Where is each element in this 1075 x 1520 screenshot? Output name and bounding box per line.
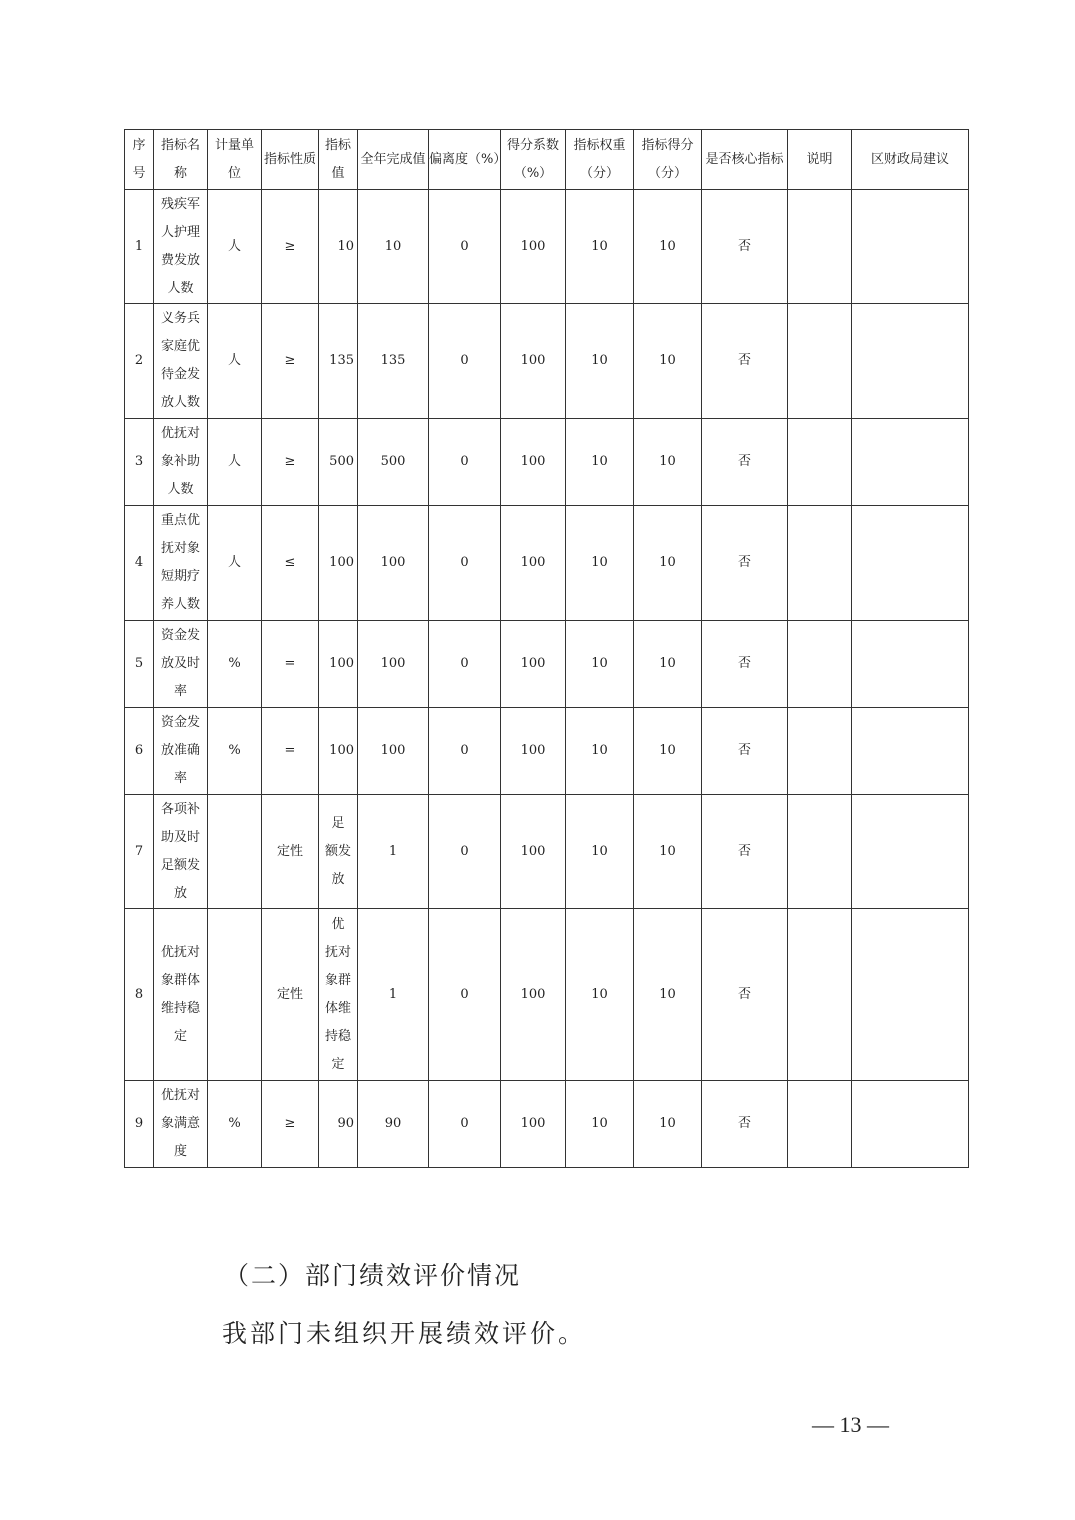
cell-advice [852,621,969,708]
cell-note [788,909,852,1081]
header-cell: 得分系数 （%） [501,130,566,190]
cell-nature: 定性 [262,795,319,909]
cell-completed: 135 [358,304,429,419]
cell-score: 10 [634,621,702,708]
header-cell: 偏离度（%） [429,130,501,190]
cell-value: 100 [319,621,358,708]
cell-no: 4 [125,506,154,621]
cell-nature: ≥ [262,1081,319,1168]
cell-no: 6 [125,708,154,795]
cell-coef: 100 [501,909,566,1081]
cell-completed: 10 [358,190,429,304]
cell-name: 残疾军 人护理 费发放 人数 [154,190,208,304]
cell-deviation: 0 [429,795,501,909]
cell-coef: 100 [501,419,566,506]
cell-name: 优抚对 象群体 维持稳 定 [154,909,208,1081]
cell-unit: 人 [208,506,262,621]
cell-score: 10 [634,506,702,621]
cell-name: 资金发 放及时 率 [154,621,208,708]
cell-weight: 10 [566,909,634,1081]
cell-score: 10 [634,419,702,506]
cell-completed: 100 [358,506,429,621]
table-row [125,708,969,795]
cell-value: 10 [319,190,358,304]
header-cell: 说明 [788,130,852,190]
header-cell: 指标名 称 [154,130,208,190]
table-row [125,795,969,909]
cell-unit: 人 [208,190,262,304]
cell-coef: 100 [501,1081,566,1168]
cell-no: 1 [125,190,154,304]
cell-deviation: 0 [429,1081,501,1168]
cell-nature: = [262,708,319,795]
cell-coef: 100 [501,304,566,419]
cell-note [788,795,852,909]
cell-coef: 100 [501,190,566,304]
cell-value: 135 [319,304,358,419]
cell-no: 3 [125,419,154,506]
cell-note [788,506,852,621]
cell-advice [852,419,969,506]
cell-unit: 人 [208,304,262,419]
cell-nature: ≤ [262,506,319,621]
cell-score: 10 [634,1081,702,1168]
cell-weight: 10 [566,1081,634,1168]
page-number: — 13 — [812,1412,889,1437]
cell-advice [852,304,969,419]
cell-weight: 10 [566,708,634,795]
cell-note [788,190,852,304]
cell-weight: 10 [566,190,634,304]
cell-value: 优 抚对 象群 体维 持稳 定 [319,909,358,1081]
cell-name: 优抚对 象补助 人数 [154,419,208,506]
cell-core: 否 [702,304,788,419]
cell-unit: 人 [208,419,262,506]
cell-note [788,304,852,419]
cell-completed: 100 [358,708,429,795]
cell-weight: 10 [566,506,634,621]
header-cell: 序 号 [125,130,154,190]
cell-unit: % [208,1081,262,1168]
cell-value: 100 [319,506,358,621]
cell-deviation: 0 [429,190,501,304]
cell-advice [852,795,969,909]
cell-name: 重点优 抚对象 短期疗 养人数 [154,506,208,621]
cell-deviation: 0 [429,304,501,419]
cell-core: 否 [702,419,788,506]
header-cell: 是否核心指标 [702,130,788,190]
table-row [125,506,969,621]
section-heading: （二）部门绩效评价情况 [224,1261,522,1290]
cell-completed: 1 [358,795,429,909]
section-paragraph: 我部门未组织开展绩效评价。 [222,1319,587,1348]
cell-nature: ≥ [262,419,319,506]
table-row [125,1081,969,1168]
cell-unit [208,795,262,909]
cell-unit: % [208,708,262,795]
cell-deviation: 0 [429,621,501,708]
cell-completed: 1 [358,909,429,1081]
cell-unit [208,909,262,1081]
cell-name: 各项补 助及时 足额发 放 [154,795,208,909]
cell-coef: 100 [501,795,566,909]
cell-no: 5 [125,621,154,708]
cell-value: 足 额发 放 [319,795,358,909]
cell-note [788,419,852,506]
cell-deviation: 0 [429,419,501,506]
indicator-table [124,129,969,1168]
cell-weight: 10 [566,419,634,506]
cell-completed: 90 [358,1081,429,1168]
cell-weight: 10 [566,304,634,419]
cell-score: 10 [634,909,702,1081]
cell-no: 2 [125,304,154,419]
cell-deviation: 0 [429,909,501,1081]
header-row [125,130,969,190]
header-cell: 指标得分 （分） [634,130,702,190]
cell-score: 10 [634,708,702,795]
cell-weight: 10 [566,795,634,909]
cell-no: 7 [125,795,154,909]
header-cell: 指标性质 [262,130,319,190]
cell-advice [852,708,969,795]
header-cell: 区财政局建议 [852,130,969,190]
cell-unit: % [208,621,262,708]
cell-note [788,1081,852,1168]
cell-nature: ≥ [262,304,319,419]
cell-no: 8 [125,909,154,1081]
cell-core: 否 [702,1081,788,1168]
header-cell: 全年完成值 [358,130,429,190]
cell-name: 优抚对 象满意 度 [154,1081,208,1168]
table-row [125,621,969,708]
cell-nature: = [262,621,319,708]
table-row [125,909,969,1081]
cell-core: 否 [702,909,788,1081]
cell-core: 否 [702,795,788,909]
cell-core: 否 [702,506,788,621]
cell-advice [852,909,969,1081]
cell-name: 资金发 放准确 率 [154,708,208,795]
cell-advice [852,190,969,304]
cell-core: 否 [702,708,788,795]
cell-nature: 定性 [262,909,319,1081]
cell-deviation: 0 [429,506,501,621]
header-cell: 指标 值 [319,130,358,190]
cell-completed: 100 [358,621,429,708]
header-cell: 计量单 位 [208,130,262,190]
cell-core: 否 [702,190,788,304]
cell-weight: 10 [566,621,634,708]
cell-note [788,708,852,795]
cell-value: 100 [319,708,358,795]
cell-value: 500 [319,419,358,506]
table-row [125,190,969,304]
table-row [125,419,969,506]
cell-note [788,621,852,708]
cell-completed: 500 [358,419,429,506]
cell-advice [852,506,969,621]
cell-core: 否 [702,621,788,708]
header-cell: 指标权重 （分） [566,130,634,190]
cell-score: 10 [634,304,702,419]
cell-name: 义务兵 家庭优 待金发 放人数 [154,304,208,419]
cell-value: 90 [319,1081,358,1168]
table-row [125,304,969,419]
cell-nature: ≥ [262,190,319,304]
cell-score: 10 [634,795,702,909]
cell-deviation: 0 [429,708,501,795]
cell-no: 9 [125,1081,154,1168]
cell-coef: 100 [501,621,566,708]
cell-score: 10 [634,190,702,304]
cell-advice [852,1081,969,1168]
cell-coef: 100 [501,708,566,795]
cell-coef: 100 [501,506,566,621]
